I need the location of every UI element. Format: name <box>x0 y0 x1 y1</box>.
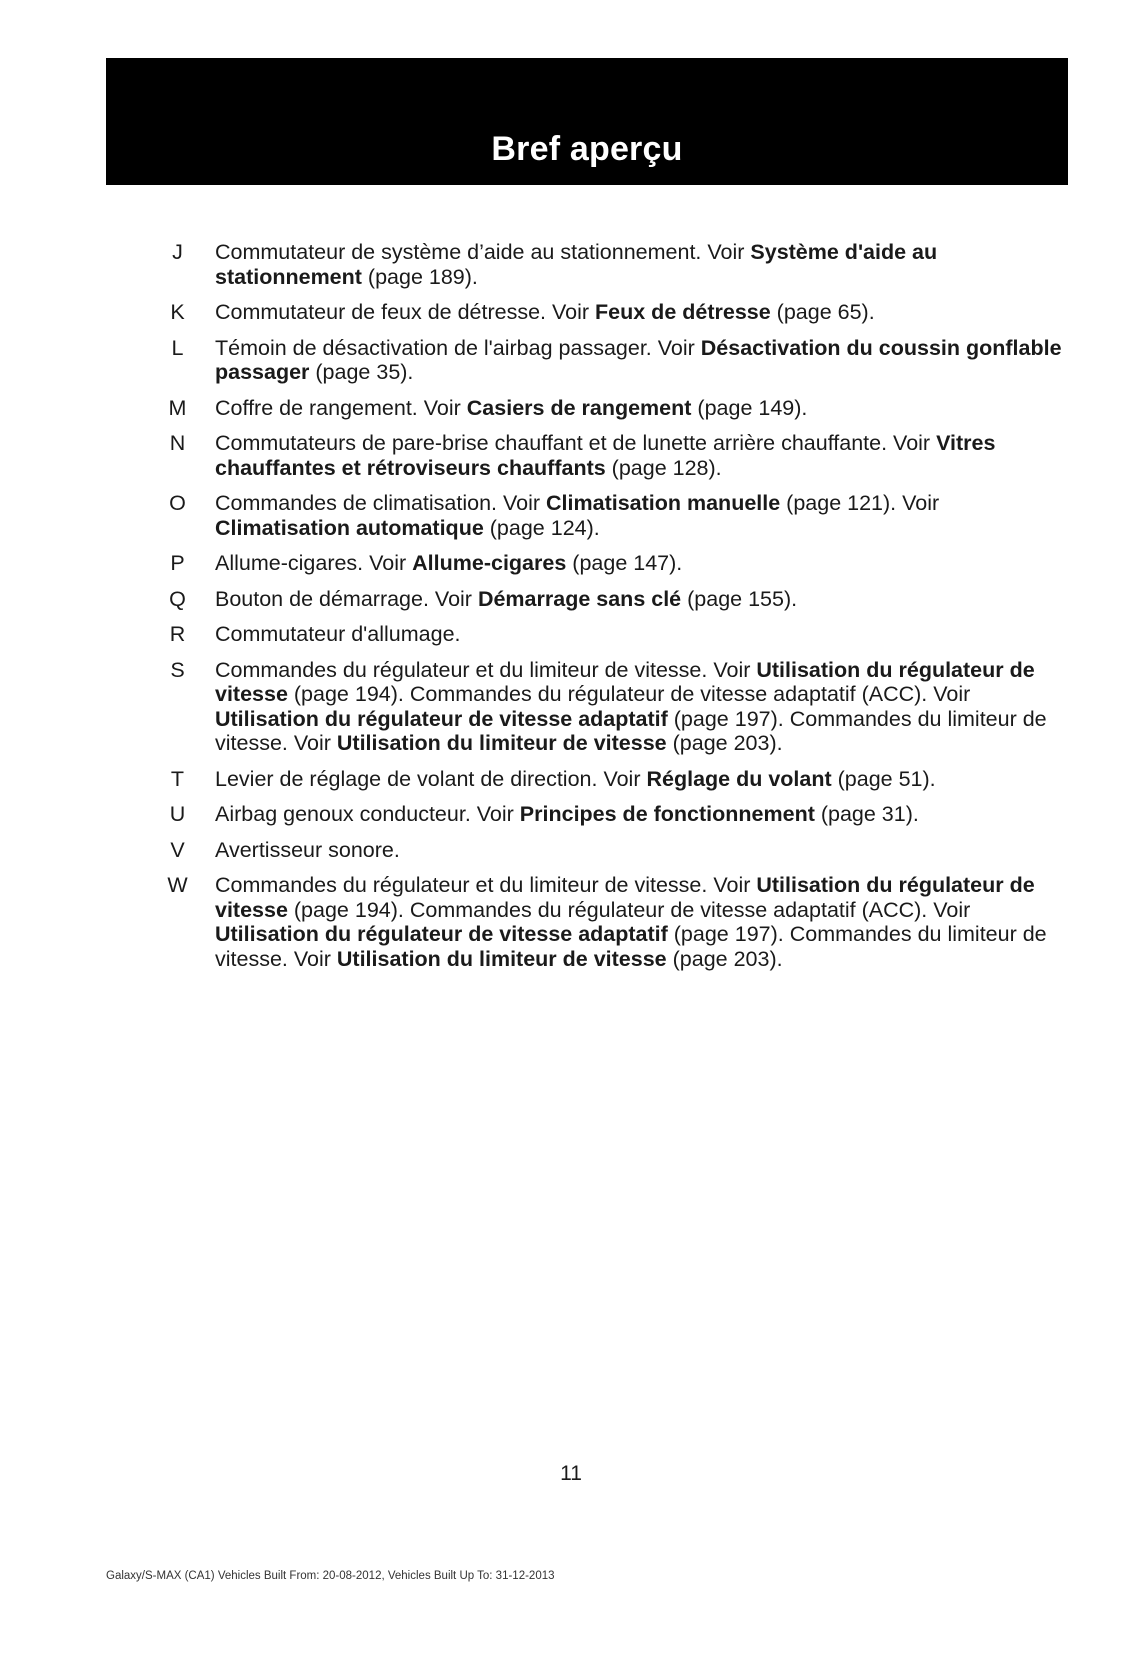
legend-letter: N <box>169 431 186 455</box>
cross-reference-link[interactable]: Feux de détresse <box>595 300 771 324</box>
cross-reference-link[interactable]: Système d'aide au stationnement <box>215 240 938 289</box>
legend-item <box>140 802 1080 827</box>
cross-reference-link[interactable]: Climatisation automatique <box>215 515 484 540</box>
legend-item <box>140 767 1080 792</box>
legend-letter: M <box>168 395 187 420</box>
cross-reference-link[interactable]: Principes de fonctionnement <box>519 802 815 826</box>
legend-item <box>140 622 1080 647</box>
legend-letter: O <box>169 491 186 515</box>
legend-text: Bouton de démarrage. Voir Démarrage sans clé (page 155). <box>215 586 798 611</box>
legend-item <box>140 396 1080 421</box>
legend-item <box>140 300 1080 325</box>
legend-text: Coffre de rangement. Voir Casiers de rangement (page 149). <box>215 395 808 420</box>
legend-text: Témoin de désactivation de l'airbag passager. Voir Désactivation du coussin gonflable passager (page 35). <box>215 335 1062 384</box>
cross-reference-link[interactable]: Casiers de rangement <box>466 395 692 420</box>
legend-letter: L <box>171 335 184 360</box>
legend-letter: V <box>170 837 185 862</box>
legend-item <box>140 873 1080 971</box>
cross-reference-link[interactable]: Utilisation du régulateur de vitesse <box>215 657 1035 706</box>
footer-vehicle-info: Galaxy/S-MAX (CA1) Vehicles Built From: 20-08-2012, Vehicles Built Up To: 31-12-2013 <box>106 1570 555 1582</box>
page-number: 11 <box>560 1462 582 1485</box>
section-header <box>106 58 1068 185</box>
legend-text: Commutateur de système d’aide au stationnement. Voir Système d'aide au stationnement (page 189). <box>215 240 938 289</box>
legend-letter: J <box>172 240 183 264</box>
cross-reference-link[interactable]: Réglage du volant <box>646 766 832 791</box>
legend-text: Airbag genoux conducteur. Voir Principes de fonctionnement (page 31). <box>215 802 919 826</box>
legend-letter: U <box>169 802 186 826</box>
legend-letter: S <box>170 657 185 682</box>
legend-item <box>140 240 1080 289</box>
cross-reference-link[interactable]: Utilisation du limiteur de vitesse <box>336 946 667 971</box>
cross-reference-link[interactable]: Allume-cigares <box>412 551 567 575</box>
legend-text: Commandes du régulateur et du limiteur de vitesse. Voir Utilisation du régulateur de vitesse (page 194). Commandes du régulateur de vitesse adaptatif (ACC). Voir Utilisation du régulateur de vitesse adaptatif (page 197). Commandes du limiteur de vitesse. Voir Utilisation du limiteur de vitesse (page 203). <box>215 873 1047 971</box>
legend-item <box>140 587 1080 612</box>
legend-letter: R <box>169 622 186 646</box>
legend-text: Allume-cigares. Voir Allume-cigares (page 147). <box>215 551 683 575</box>
legend-text: Commutateurs de pare-brise chauffant et de lunette arrière chauffante. Voir Vitres chauffantes et rétroviseurs chauffants (page 128). <box>215 431 996 480</box>
cross-reference-link[interactable]: Utilisation du régulateur de vitesse <box>215 873 1035 922</box>
legend-text: Levier de réglage de volant de direction. Voir Réglage du volant (page 51). <box>215 766 936 791</box>
legend-text: Commandes du régulateur et du limiteur de vitesse. Voir Utilisation du régulateur de vitesse (page 194). Commandes du régulateur de vitesse adaptatif (ACC). Voir Utilisation du régulateur de vitesse adaptatif (page 197). Commandes du limiteur de vitesse. Voir Utilisation du limiteur de vitesse (page 203). <box>215 657 1047 755</box>
legend-letter: T <box>170 766 185 791</box>
legend-item <box>140 551 1080 576</box>
legend-item <box>140 838 1080 863</box>
cross-reference-link[interactable]: Démarrage sans clé <box>477 586 682 611</box>
cross-reference-link[interactable]: Climatisation manuelle <box>546 491 781 515</box>
legend-letter: W <box>167 873 188 897</box>
legend-item <box>140 491 1080 540</box>
cross-reference-link[interactable]: Utilisation du régulateur de vitesse adaptatif <box>215 706 668 731</box>
page-title: Bref aperçu <box>491 130 683 168</box>
legend-letter: Q <box>169 586 186 611</box>
legend-list <box>140 240 1080 982</box>
cross-reference-link[interactable]: Vitres chauffantes et rétroviseurs chauffants <box>215 431 996 480</box>
legend-item <box>140 431 1080 480</box>
legend-item <box>140 336 1080 385</box>
cross-reference-link[interactable]: Utilisation du limiteur de vitesse <box>336 731 667 755</box>
legend-text: Commutateur d'allumage. <box>215 622 461 646</box>
cross-reference-link[interactable]: Désactivation du coussin gonflable passager <box>215 335 1062 384</box>
legend-text: Commutateur de feux de détresse. Voir Feux de détresse (page 65). <box>215 300 875 324</box>
legend-text: Avertisseur sonore. <box>215 837 400 862</box>
legend-item <box>140 658 1080 756</box>
cross-reference-link[interactable]: Utilisation du régulateur de vitesse adaptatif <box>215 922 668 946</box>
legend-letter: P <box>170 551 185 575</box>
legend-text: Commandes de climatisation. Voir Climatisation manuelle (page 121). Voir Climatisation automatique (page 124). <box>215 491 940 540</box>
legend-letter: K <box>170 300 185 324</box>
